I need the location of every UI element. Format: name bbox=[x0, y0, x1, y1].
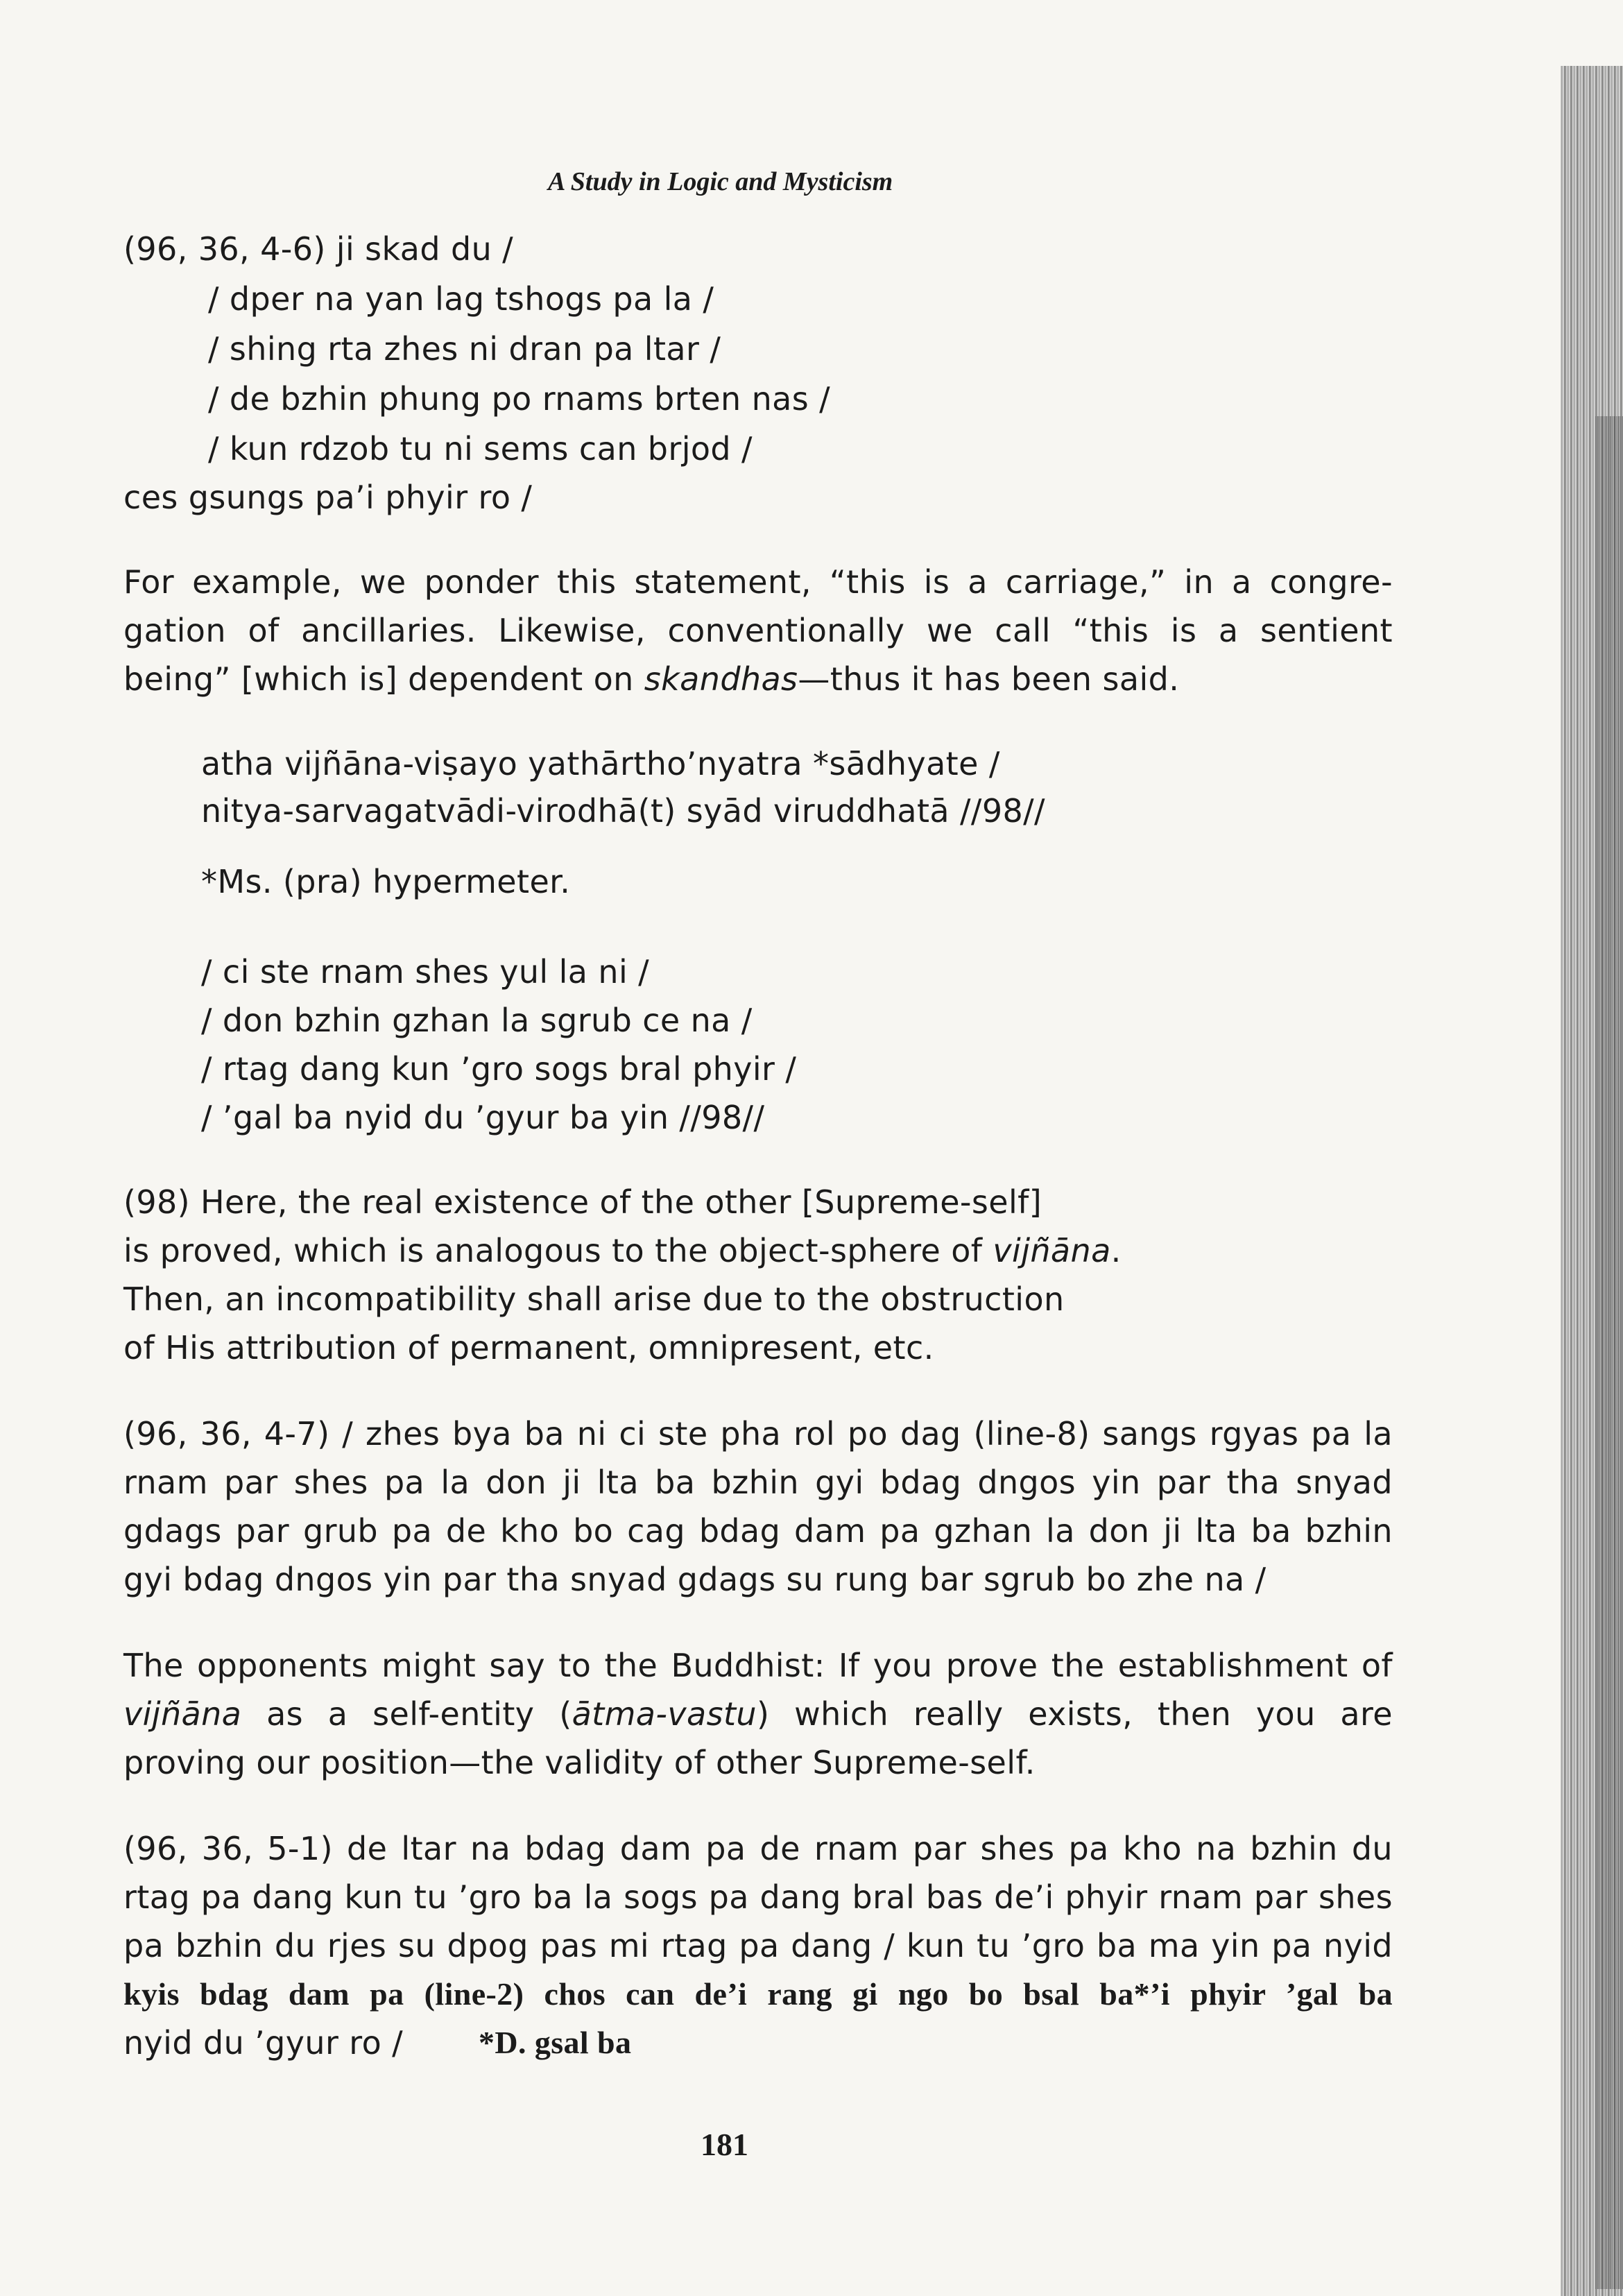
page-edge-scan-shadow-dark bbox=[1595, 416, 1623, 2289]
translation2-line-1: The opponents might say to the Buddhist: If you prove the establishment of bbox=[123, 1647, 1393, 1684]
verse96-line-3: / de bzhin phung po rnams brten nas / bbox=[208, 380, 831, 418]
sanskrit98-line-2: nitya-sarvagatvādi-virodhā(t) syād viruddhatā //98// bbox=[201, 792, 1045, 830]
commentary2-line-3: pa bzhin du rjes su dpog pas mi rtag pa dang / kun tu ’gro ba ma yin pa nyid bbox=[123, 1927, 1393, 1964]
tibetan98-line-2: / don bzhin gzhan la sgrub ce na / bbox=[201, 1002, 753, 1039]
verse96-line-1: / dper na yan lag tshogs pa la / bbox=[208, 280, 714, 318]
term-vijnana: vijñāna bbox=[993, 1232, 1111, 1269]
page-number: 181 bbox=[701, 2127, 748, 2162]
running-title: A Study in Logic and Mysticism bbox=[548, 167, 893, 196]
sanskrit98-line-1: atha vijñāna-viṣayo yathārtho’nyatra *sādhyate / bbox=[201, 745, 1000, 782]
translation98-line-3: Then, an incompatibility shall arise due to the obstruction bbox=[123, 1280, 1065, 1318]
footnote-d-gsal-ba: *D. gsal ba bbox=[479, 2025, 632, 2060]
sanskrit98-note: *Ms. (pra) hypermeter. bbox=[201, 863, 571, 900]
tibetan98-line-1: / ci ste rnam shes yul la ni / bbox=[201, 953, 650, 991]
term-atma-vastu: ātma-vastu bbox=[572, 1695, 757, 1733]
translation2-line-2: vijñāna as a self-entity (ātma-vastu) which really exists, then you are bbox=[123, 1695, 1393, 1733]
commentary1-line-4: gyi bdag dngos yin par tha snyad gdags su rung bar sgrub bo zhe na / bbox=[123, 1561, 1266, 1598]
translation1-line-3: being” [which is] dependent on skandhas—thus it has been said. bbox=[123, 660, 1180, 698]
verse96-line-2: / shing rta zhes ni dran pa ltar / bbox=[208, 330, 721, 368]
translation1-line-2: gation of ancillaries. Likewise, conventionally we call “this is a sentient bbox=[123, 612, 1393, 649]
commentary2-line-2: rtag pa dang kun tu ’gro ba la sogs pa dang bral bas de’i phyir rnam par shes bbox=[123, 1878, 1393, 1916]
tibetan98-line-4: / ’gal ba nyid du ’gyur ba yin //98// bbox=[201, 1099, 765, 1136]
translation1-line-1: For example, we ponder this statement, “this is a carriage,” in a congre- bbox=[123, 563, 1393, 601]
translation98-line-2: is proved, which is analogous to the object-sphere of vijñāna. bbox=[123, 1232, 1122, 1269]
translation98-line-1: (98) Here, the real existence of the other [Supreme-self] bbox=[123, 1183, 1042, 1221]
verse96-reference: (96, 36, 4-6) ji skad du / bbox=[123, 230, 514, 268]
tibetan98-line-3: / rtag dang kun ’gro sogs bral phyir / bbox=[201, 1050, 797, 1088]
commentary1-line-1: (96, 36, 4-7) / zhes bya ba ni ci ste pha rol po dag (line-8) sangs rgyas pa la bbox=[123, 1415, 1393, 1453]
commentary1-line-2: rnam par shes pa la don ji lta ba bzhin gyi bdag dngos yin par tha snyad bbox=[123, 1464, 1393, 1501]
commentary1-line-3: gdags par grub pa de kho bo cag bdag dam pa gzhan la don ji lta ba bzhin bbox=[123, 1512, 1393, 1550]
translation98-line-4: of His attribution of permanent, omnipresent, etc. bbox=[123, 1329, 934, 1367]
commentary2-line-1: (96, 36, 5-1) de ltar na bdag dam pa de rnam par shes pa kho na bzhin du bbox=[123, 1830, 1393, 1867]
term-vijnana-2: vijñāna bbox=[123, 1695, 242, 1733]
verse96-line-4: / kun rdzob tu ni sems can brjod / bbox=[208, 430, 753, 468]
commentary2-line-4: kyis bdag dam pa (line-2) chos can de’i rang gi ngo bo bsal ba*’i phyir ’gal ba bbox=[123, 1976, 1393, 2012]
verse96-closing: ces gsungs pa’i phyir ro / bbox=[123, 479, 533, 516]
term-skandhas: skandhas bbox=[644, 660, 798, 698]
commentary2-last-line: nyid du ’gyur ro / bbox=[123, 2024, 404, 2062]
translation2-line-3: proving our position—the validity of other Supreme-self. bbox=[123, 1744, 1036, 1781]
